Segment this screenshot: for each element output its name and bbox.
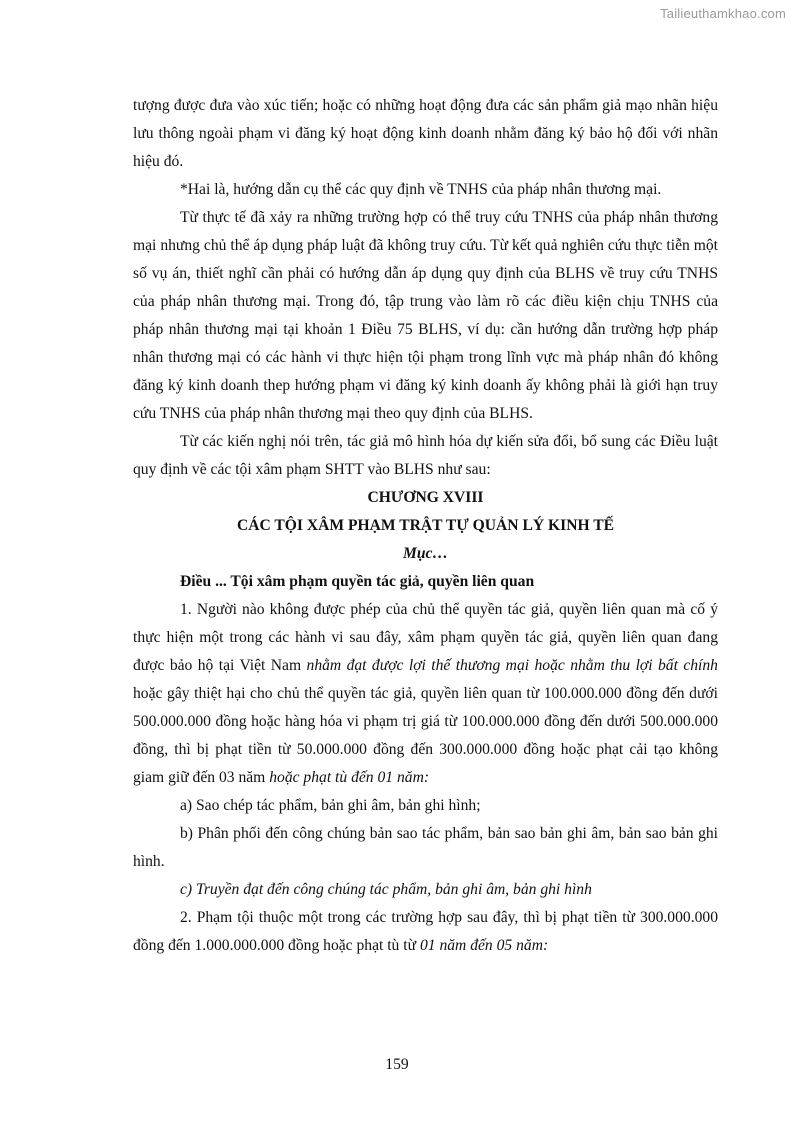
document-body	[133, 92, 718, 960]
paragraph-proposal: Từ các kiến nghị nói trên, tác giả mô hình hóa dự kiến sửa đổi, bổ sung các Điều luật quy định về các tội xâm phạm SHTT vào BLHS như sau:	[133, 433, 718, 478]
watermark: Tailieuthamkhao.com	[660, 6, 786, 21]
clause-1-part-a: 1. Người nào không được phép của chủ thể quyền tác giả, quyền liên quan mà cố ý thực hiện một trong các hành vi sau đây, xâm phạm quyền tác giả, quyền liên quan đang được bảo hộ tại Việt Nam	[133, 601, 718, 674]
clause-1-italic-d: hoặc phạt tù đến 01 năm:	[269, 769, 430, 786]
clause-1-italic-b: nhằm đạt được lợi thế thương mại hoặc nhằm thu lợi bất chính	[306, 657, 718, 674]
chapter-title: CÁC TỘI XÂM PHẠM TRẬT TỰ QUẢN LÝ KINH TẾ	[236, 517, 615, 534]
paragraph-continuation: tượng được đưa vào xúc tiến; hoặc có những hoạt động đưa các sản phẩm giả mạo nhãn hiệu lưu thông ngoài phạm vi đăng ký hoạt động kinh doanh nhằm đăng ký bảo hộ đối với nhãn hiệu đó.	[133, 97, 718, 170]
page-number: 159	[385, 1056, 409, 1073]
clause-2	[133, 904, 718, 960]
paragraph-point-two: *Hai là, hướng dẫn cụ thể các quy định về TNHS của pháp nhân thương mại.	[180, 181, 662, 198]
point-b: b) Phân phối đến công chúng bản sao tác phẩm, bản sao bản ghi âm, bản sao bản ghi hình.	[133, 825, 718, 870]
section-heading: Mục…	[402, 545, 449, 562]
point-c: c) Truyền đạt đến công chúng tác phẩm, bản ghi âm, bản ghi hình	[180, 881, 592, 898]
paragraph-practice: Từ thực tế đã xảy ra những trường hợp có thể truy cứu TNHS của pháp nhân thương mại nhưng chủ thể áp dụng pháp luật đã không truy cứu. Từ kết quả nghiên cứu thực tiễn một số vụ án, thiết nghĩ cần phải có hướng dẫn áp dụng quy định của BLHS về truy cứu TNHS của pháp nhân thương mại. Trong đó, tập trung vào làm rõ các điều kiện chịu TNHS của pháp nhân thương mại tại khoản 1 Điều 75 BLHS, ví dụ: cần hướng dẫn trường hợp pháp nhân thương mại có các hành vi thực hiện tội phạm trong lĩnh vực mà pháp nhân đó không đăng ký kinh doanh thep hướng phạm vi đăng ký kinh doanh ấy không phải là giới hạn truy cứu TNHS của pháp nhân thương mại theo quy định của BLHS.	[133, 209, 718, 422]
clause-2-italic-b: 01 năm đến 05 năm:	[419, 937, 549, 954]
chapter-heading: CHƯƠNG XVIII	[367, 489, 484, 506]
article-heading: Điều ... Tội xâm phạm quyền tác giả, quyền liên quan	[180, 573, 535, 590]
clause-1	[133, 596, 718, 792]
point-a: a) Sao chép tác phẩm, bản ghi âm, bản ghi hình;	[180, 797, 481, 814]
clause-2-part-a: 2. Phạm tội thuộc một trong các trường hợp sau đây, thì bị phạt tiền từ 300.000.000 đồng đến 1.000.000.000 đồng hoặc phạt tù từ	[133, 909, 718, 954]
clause-1-part-c: hoặc gây thiệt hại cho chủ thể quyền tác giả, quyền liên quan từ 100.000.000 đồng đến dưới 500.000.000 đồng hoặc hàng hóa vi phạm trị giá từ 100.000.000 đồng đến dưới 500.000.000 đồng, thì bị phạt tiền từ 50.000.000 đồng đến 300.000.000 đồng hoặc phạt cải tạo không giam giữ đến 03 năm	[133, 685, 718, 786]
